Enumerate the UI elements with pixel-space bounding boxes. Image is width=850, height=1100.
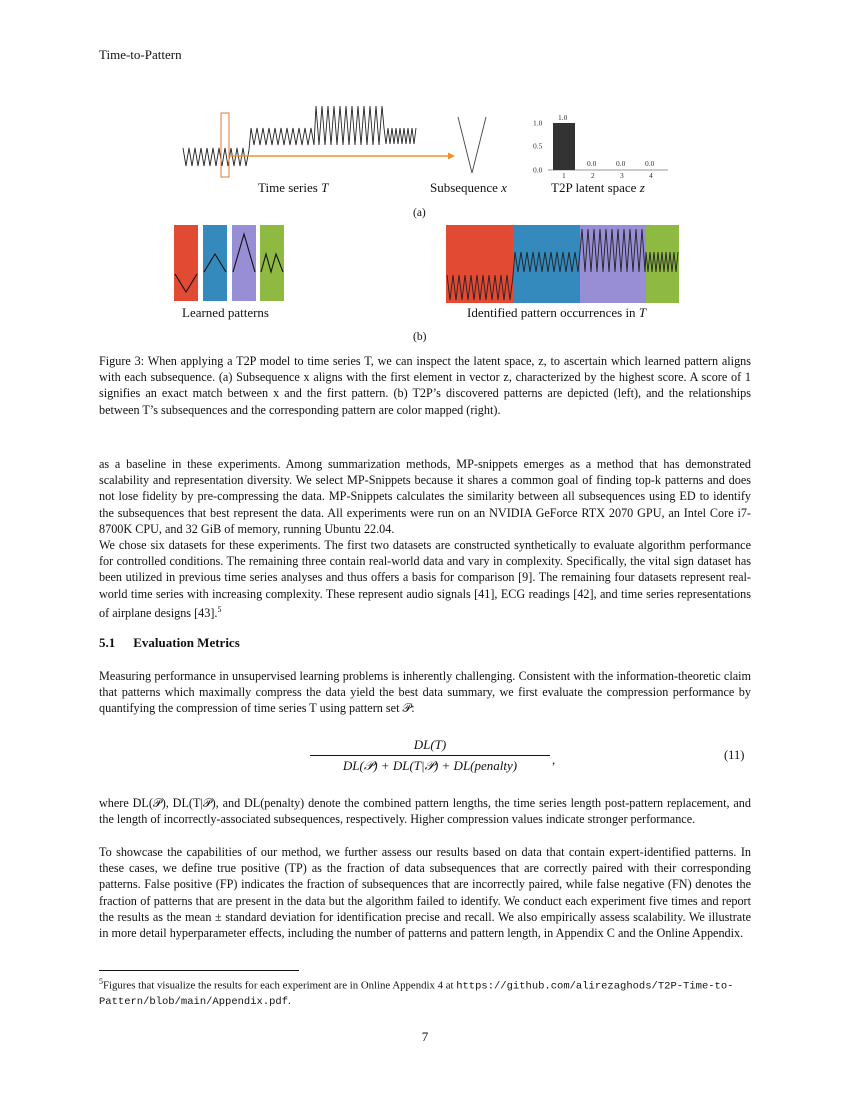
svg-text:0.0: 0.0 (533, 165, 543, 175)
fraction-bar (310, 755, 550, 756)
svg-text:1: 1 (562, 171, 566, 180)
subsequence-x-plot (458, 117, 486, 173)
learned-patterns (174, 225, 284, 301)
paragraph-showcase: To showcase the capabilities of our method, we further assess our results based on data that contain expert-identified patterns. In these cases, we define true positive (TP) as the fraction of data subsequences that are correctly paired with their corresponding patterns. False positive (FP) indicates the fraction of subsequences that are incorrectly paired, while false negative (FN) denotes the fraction of patterns that are present in the data but the algorithm failed to identify. We conduct each experiment five times and report the results as the mean ± standard deviation for identification precise and recall. We also empirically assess scalability. We illustrate in more detail hyperparameter effects, including the number of patterns and pattern length, in Appendix C and the Online Appendix. (99, 845, 751, 941)
equation-number: (11) (724, 748, 745, 762)
panel-a-label: (a) (413, 207, 426, 219)
running-head: Time-to-Pattern (99, 47, 182, 62)
paragraph-where: where DL(𝒫), DL(T|𝒫), and DL(penalty) denote the combined pattern lengths, the time series length post-pattern replacement, and the length of incorrectly-associated subsequences, respectively. Higher compression values indicate stronger performance. (99, 796, 751, 827)
svg-text:4: 4 (649, 171, 653, 180)
paragraph-measuring: Measuring performance in unsupervised learning problems is inherently challenging. Consistent with the information-theoretic claim that patterns which maximally compress the data yield the best data summary, we first evaluate the compression performance by quantifying the compression of time series T using pattern set 𝒫: (99, 669, 751, 716)
footnote-ref-5[interactable]: 5 (217, 604, 222, 614)
page-number: 7 (421, 1029, 429, 1044)
subsequence-label: Subsequence x (430, 180, 507, 195)
time-series-label: Time series T (258, 180, 329, 195)
svg-text:0.0: 0.0 (616, 159, 626, 168)
subsequence-highlight-box (221, 113, 229, 177)
svg-text:1.0: 1.0 (558, 113, 568, 122)
svg-text:0.0: 0.0 (645, 159, 655, 168)
footnote-divider (99, 970, 299, 971)
footnote-mark: 5 (99, 977, 103, 986)
paragraph-baseline: as a baseline in these experiments. Among summarization methods, MP-snippets emerges as a method that has demonstrated scalability and representation diversity. We select MP-Snippets because it shares a common goal of finding top-k patterns and does not lose fidelity by pre-compressing the data. MP-Snippets calculates the similarity between all subsequences using ED to identify the subsequences that best represent the data. All experiments were run on an NVIDIA GeForce RTX 2070 GPU, an Intel Core i7-8700K CPU, and 32 GiB of memory, running Ubuntu 22.04. (99, 457, 751, 536)
caption-label: Figure 3: (99, 354, 145, 368)
figure-caption (99, 353, 751, 418)
arrow-head-icon (448, 153, 455, 160)
appendix-link[interactable]: https://github.com/alirezaghods/T2P-Time-to-Pattern/blob/main/Appendix.pdf (99, 980, 734, 1009)
svg-text:0.0: 0.0 (587, 159, 597, 168)
pattern-2-swatch (203, 225, 227, 301)
learned-patterns-label: Learned patterns (182, 305, 269, 320)
equation-denominator: DL(𝒫) + DL(T|𝒫) + DL(penalty) (342, 758, 518, 773)
pattern-1-swatch (174, 225, 198, 301)
equation-numerator: DL(T) (413, 737, 447, 752)
panel-b-label: (b) (413, 331, 427, 343)
paragraph-datasets: We chose six datasets for these experiments. The first two datasets are constructed synthetically to evaluate algorithm performance for controlled conditions. The remaining three contain real-world data and vary in complexity. Specifically, the vital sign dataset has been utilized in previous time series analyses and thus offers a basis for comparison [9]. The remaining four datasets represent real-world time series with increasing complexity. These represent audio signals [41], ECG readings [42], and time series representations of airplane designs [43].$^5$ (99, 538, 751, 620)
footnote-text: Figures that visualize the results for each experiment are in Online Appendix 4 at (103, 979, 457, 992)
section-number: 5.1 (99, 635, 116, 650)
svg-text:2: 2 (591, 171, 595, 180)
svg-text:1.0: 1.0 (533, 118, 543, 128)
svg-text:3: 3 (620, 171, 624, 180)
time-series-plot (183, 106, 416, 166)
section-heading (99, 635, 240, 651)
latent-bar-chart (533, 113, 668, 180)
figure-graphics (0, 0, 850, 345)
identified-occurrences (446, 225, 679, 303)
identified-occurrences-label: Identified pattern occurrences in T (467, 305, 647, 320)
latent-space-label: T2P latent space z (551, 180, 645, 195)
footnote-5: $^5$Figures that visualize the results for each experiment are in Online Appendix 4 at https://github.com/alirezaghods/T2P-Time-to-Pattern/blob/main/Appendix.pdf. (99, 977, 734, 1009)
bar-1 (553, 123, 575, 170)
svg-text:0.5: 0.5 (533, 141, 543, 151)
equation-trailing-comma: , (552, 752, 556, 767)
caption-text: When applying a T2P model to time series T, we can inspect the latent space, z, to ascertain which learned pattern aligns with each subsequence. (a) Subsequence x aligns with the first element in vector z, characterized by the highest score. A score of 1 signifies an exact match between x and the first pattern. (b) T2P’s discovered patterns are depicted (left), and the relationships between T’s subsequences and the corresponding pattern are color mapped (right). (99, 354, 751, 417)
section-title: Evaluation Metrics (133, 635, 240, 650)
equation-11 (310, 737, 550, 774)
